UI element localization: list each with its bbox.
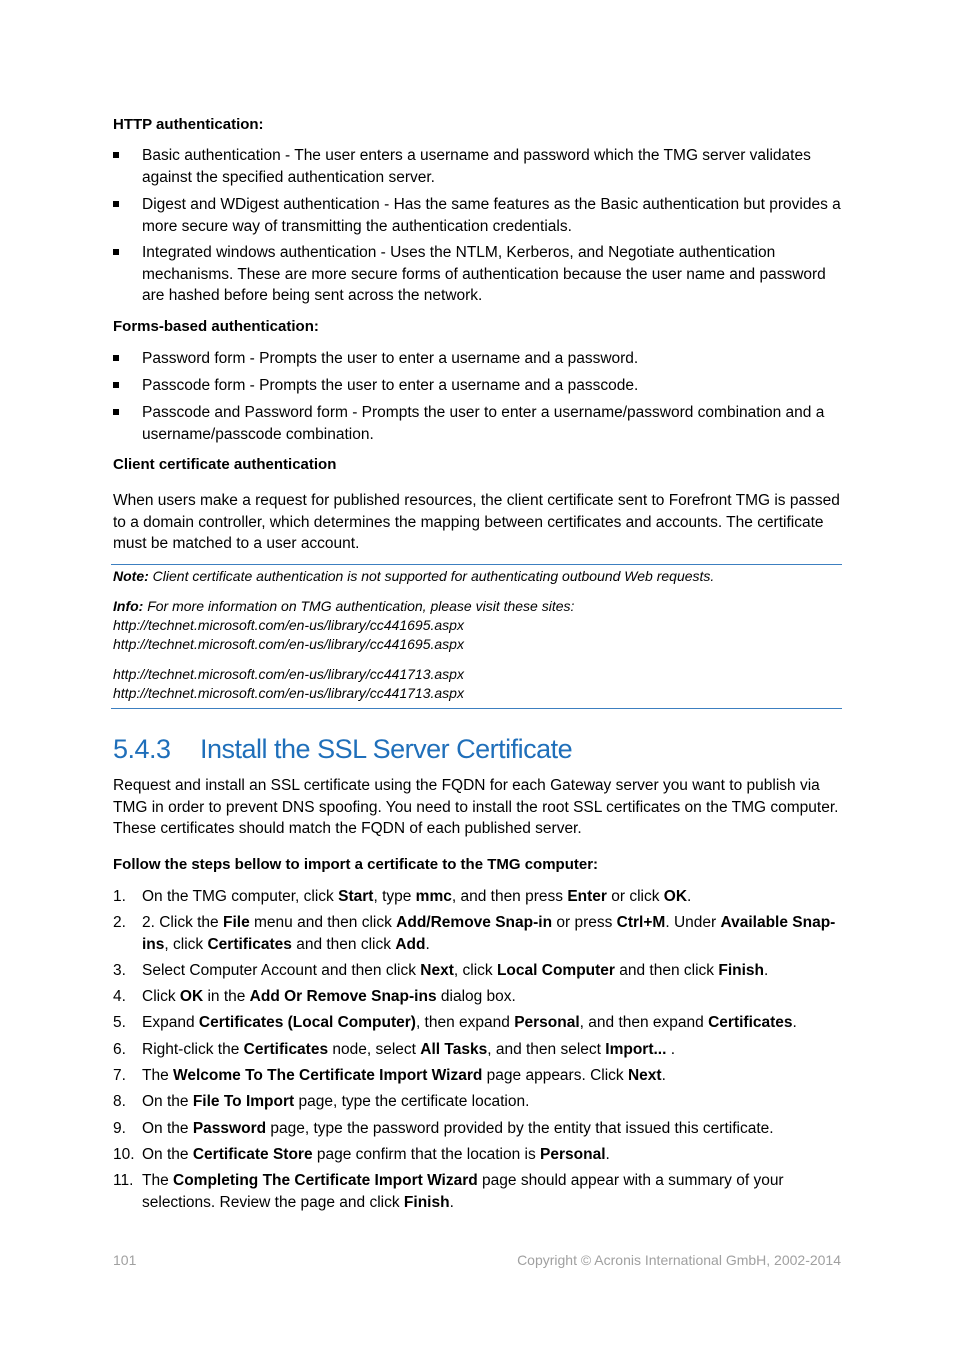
step-run-text: On the TMG computer, click [142, 888, 339, 905]
step-text [142, 1170, 843, 1213]
client-cert-heading: Client certificate authentication [113, 456, 337, 473]
step-run-text: page should appear with a summary of your selections. Review the page and click [142, 1172, 784, 1211]
step-run-text: page, type the password provided by the entity that issued this certificate. [266, 1120, 774, 1137]
step-run-text: , and then press [451, 888, 568, 905]
step-bold-text: Personal [514, 1014, 580, 1031]
step-bold-text: File [222, 914, 250, 931]
step-run-text: On the [142, 1093, 193, 1110]
page-number: 101 [113, 1252, 137, 1268]
info-link[interactable]: http://technet.microsoft.com/en-us/library/cc441713.aspx [113, 666, 464, 682]
info-link[interactable]: http://technet.microsoft.com/en-us/library/cc441713.aspx [113, 685, 464, 701]
step-text [142, 1039, 843, 1061]
step-bold-text: Next [420, 962, 454, 979]
step-run-text: , click [453, 962, 497, 979]
info-label: Info: [113, 598, 144, 614]
step-run-text: , and then expand [579, 1014, 709, 1031]
step-text [142, 1118, 843, 1140]
bullet-icon [113, 409, 119, 415]
step-bold-text: File To Import [192, 1093, 295, 1110]
step-number: 3. [113, 962, 126, 979]
step-number: 8. [113, 1093, 126, 1110]
step-bold-text: Welcome To The Certificate Import Wizard [173, 1067, 483, 1084]
list-item [113, 145, 843, 188]
forms-auth-heading: Forms-based authentication: [113, 318, 319, 335]
step-number: 11. [113, 1172, 134, 1189]
step-run-text: menu and then click [249, 914, 397, 931]
step-number: 7. [113, 1067, 126, 1084]
step-run-text: Expand [142, 1014, 199, 1031]
step-bold-text: OK [179, 988, 204, 1005]
step-number: 5. [113, 1014, 126, 1031]
list-item [113, 242, 843, 307]
step-text [142, 1091, 843, 1113]
section-number: 5.4.3 [113, 734, 171, 764]
step-run-text: 2. Click the [142, 914, 223, 931]
step-run-text: . [687, 888, 692, 905]
bullet-icon [113, 355, 119, 361]
step-run-text: , click [164, 935, 208, 953]
step-bold-text: All Tasks [420, 1041, 488, 1058]
step-run-text: . Under [665, 914, 721, 931]
step-number: 2. [113, 914, 126, 931]
step-bold-text: Password [192, 1120, 267, 1137]
step-number: 10. [113, 1146, 135, 1163]
list-item-text: Basic authentication - The user enters a username and password which the TMG server validates against the specified authentication server. [142, 147, 811, 186]
step-bold-text: Certificates (Local Computer) [198, 1014, 416, 1031]
step-run-text: The [142, 1172, 174, 1189]
step-bold-text: Finish [403, 1193, 450, 1211]
note-label: Note: [113, 568, 149, 584]
step-run-text: and then click [614, 962, 719, 979]
list-item [113, 886, 843, 908]
list-item [113, 912, 843, 955]
step-bold-text: Add Or Remove Snap-ins [249, 988, 437, 1005]
step-bold-text: Personal [540, 1146, 606, 1163]
step-bold-text: Certificates [207, 935, 292, 953]
step-run-text: in the [203, 988, 250, 1005]
list-item [113, 375, 843, 397]
step-bold-text: Add/Remove Snap-in [396, 914, 553, 931]
client-cert-paragraph: When users make a request for published resources, the client certificate sent to Forefront TMG is passed to a domain controller, which determines the mapping between certificates and accounts. The certificate must be matched to a user account. [113, 492, 840, 552]
step-run-text: Click [142, 988, 180, 1005]
note-text: Client certificate authentication is not supported for authenticating outbound Web requests. [152, 568, 715, 584]
step-bold-text: Ctrl+M [616, 914, 666, 931]
step-bold-text: Add [395, 935, 426, 953]
step-bold-text: Available Snap-ins [142, 914, 836, 953]
step-bold-text: Completing The Certificate Import Wizard [173, 1172, 478, 1189]
step-run-text: or click [606, 888, 664, 905]
step-run-text: , then expand [415, 1014, 515, 1031]
bullet-icon [113, 201, 119, 207]
step-bold-text: Import... [605, 1041, 667, 1058]
list-item [113, 986, 843, 1008]
step-run-text: . [449, 1193, 454, 1211]
step-bold-text: Certificate Store [192, 1146, 313, 1163]
list-item [113, 1144, 843, 1166]
step-run-text: , type [373, 888, 416, 905]
step-run-text: . [605, 1146, 610, 1163]
list-item [113, 1091, 843, 1113]
step-bold-text: Local Computer [496, 962, 615, 979]
step-bold-text: OK [663, 888, 688, 905]
bullet-icon [113, 152, 119, 158]
step-run-text: On the [142, 1120, 193, 1137]
note-box [111, 564, 842, 709]
step-run-text: . [792, 1014, 797, 1031]
step-text [142, 1012, 843, 1034]
section-title: Install the SSL Server Certificate [200, 734, 573, 764]
note-line [113, 567, 841, 586]
step-run-text: dialog box. [436, 988, 516, 1005]
info-line [113, 597, 841, 616]
step-run-text: . [666, 1041, 676, 1058]
step-text [142, 886, 843, 908]
list-item-text: Passcode form - Prompts the user to enter a username and a passcode. [142, 377, 639, 394]
step-number: 4. [113, 988, 126, 1005]
step-run-text: node, select [328, 1041, 421, 1058]
info-link[interactable]: http://technet.microsoft.com/en-us/library/cc441695.aspx [113, 617, 464, 633]
step-number: 9. [113, 1120, 126, 1137]
steps-heading: Follow the steps bellow to import a certificate to the TMG computer: [113, 856, 599, 873]
step-number: 1. [113, 888, 126, 905]
bullet-icon [113, 382, 119, 388]
list-item [113, 194, 843, 237]
step-bold-text: Certificates [708, 1014, 793, 1031]
list-item [113, 1118, 843, 1140]
step-bold-text: Finish [718, 962, 764, 979]
step-bold-text: Enter [567, 888, 607, 905]
list-item [113, 402, 843, 445]
bullet-icon [113, 249, 119, 255]
list-item [113, 1039, 843, 1061]
step-run-text: The [142, 1067, 174, 1084]
list-item-text: Digest and WDigest authentication - Has the same features as the Basic authentication but provides a more secure way of transmitting the authentication credentials. [142, 196, 841, 235]
list-item [113, 348, 843, 370]
step-run-text: On the [142, 1146, 193, 1163]
step-bold-text: Start [338, 888, 374, 905]
step-run-text: page confirm that the location is [312, 1146, 541, 1163]
info-text: For more information on TMG authentication, please visit these sites: [147, 598, 575, 614]
step-bold-text: mmc [415, 888, 452, 905]
info-link[interactable]: http://technet.microsoft.com/en-us/library/cc441695.aspx [113, 636, 464, 652]
step-run-text: and then click [291, 935, 396, 953]
step-run-text: . [764, 962, 769, 979]
step-run-text: page appears. Click [482, 1067, 628, 1084]
step-text [142, 1144, 843, 1166]
step-text [142, 960, 843, 982]
list-item-text: Integrated windows authentication - Uses the NTLM, Kerberos, and Negotiate authentication mechanisms. These are more secure forms of authentication because the user name and password are hashed before being sent across the network. [142, 244, 826, 304]
step-text [142, 1065, 843, 1087]
step-run-text: , and then select [487, 1041, 606, 1058]
list-item-text: Passcode and Password form - Prompts the user to enter a username/password combination and a username/passcode combination. [142, 404, 825, 443]
step-run-text: or press [552, 914, 617, 931]
step-run-text: page, type the certificate location. [294, 1093, 530, 1110]
step-text [142, 986, 843, 1008]
section-intro: Request and install an SSL certificate using the FQDN for each Gateway server you want to publish via TMG in order to prevent DNS spoofing. You need to install the root SSL certificates on the TMG computer. These certificates should match the FQDN of each published server. [113, 777, 839, 837]
list-item [113, 960, 843, 982]
list-item [113, 1170, 843, 1213]
step-run-text: . [425, 935, 430, 953]
step-bold-text: Next [627, 1067, 662, 1084]
copyright: Copyright © Acronis International GmbH, 2002-2014 [517, 1252, 841, 1268]
step-run-text: Right-click the [142, 1041, 244, 1058]
list-item [113, 1012, 843, 1034]
step-bold-text: Certificates [243, 1041, 329, 1058]
step-run-text: . [661, 1067, 666, 1084]
list-item [113, 1065, 843, 1087]
step-number: 6. [113, 1041, 126, 1058]
list-item-text: Password form - Prompts the user to enter a username and a password. [142, 350, 639, 367]
step-text [142, 912, 843, 955]
step-run-text: Select Computer Account and then click [142, 962, 421, 979]
http-auth-heading: HTTP authentication: [113, 116, 264, 133]
